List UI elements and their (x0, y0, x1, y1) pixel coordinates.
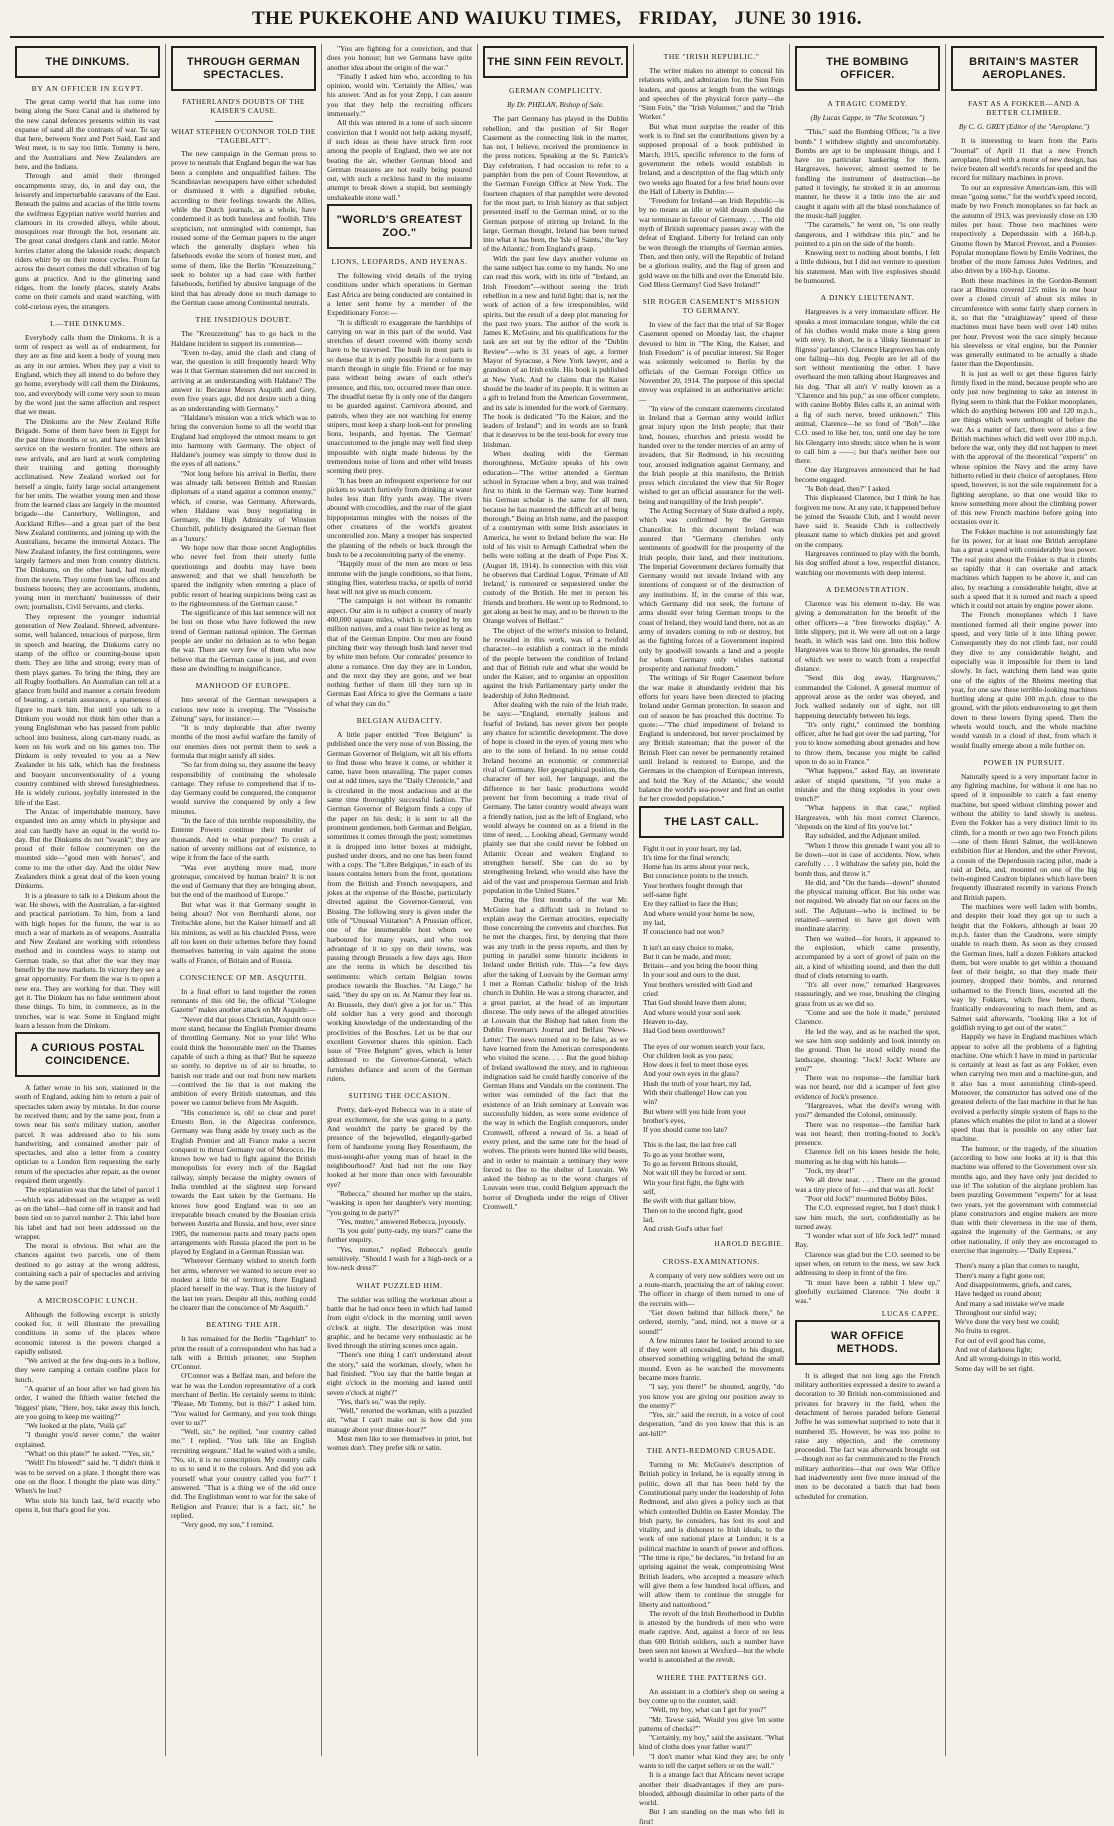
poem-line: But it can be made, and must; (643, 951, 732, 961)
paragraph: "A quarter of an hour after we had given his order, I waited the fiftieth waiter fetched the 'biggest' plate, "Here, boy, take away this lunch, are you going to keep me waiting?" (15, 1384, 160, 1421)
headline-bombing-officer: THE BOMBING OFFICER. (826, 56, 909, 81)
paragraph: An assistant in a clothier's shop on seeing a boy come up to the counter, said: (639, 1686, 784, 1705)
paragraph: "Never did that pious Christian, Asquith once more stand, because the English Premier dreams of throttling Germany. Not so your life! Who could think the 'honourable men' on the Thames capable of such a thing as that? But he squeeze so sorely, to deprive us of air to breathe, to banish our trade and our real from new markets—contrived the lie that is not making the ambition of every British statesman, and this power we cannot believe from Mr Asquith. (171, 1014, 316, 1108)
paragraph: "Haldane's mission was a trick which was to bring the conversion home to all the world that England had employed the utmost means to get into harmony with Germany. The object of Haldane's journey was simply to throw dust in the eyes of all nations." (171, 412, 316, 469)
headline-box (327, 204, 472, 249)
paragraph: Knowing next to nothing about bombs, I felt a little dubious, but I did not venture to question his statement. Man with live explosives should be humoured. (795, 248, 940, 286)
paragraph: It is a strange fact that Africans never scrape another their disadvantages if they are pure-blooded, although dissimilar in other parts of the world. (639, 1770, 784, 1808)
masthead-paper: THE PUKEKOHE AND WAIUKU TIMES, (251, 8, 622, 29)
divider (215, 121, 273, 122)
poem-line: Ere they rallied to face the Hun; (643, 899, 738, 909)
article-signature: LUCAS CAPPE. (881, 1308, 940, 1318)
paragraph: "It is difficult to exaggerate the hardships of carrying on war in this part of the world. Vast stretches of desert covered with thorny scrub have to be traversed. The bush in most parts is so dense that it is only possible for a column to march through in single file. Friend or foe may pass without being aware of each other's presence, and this, too, occurred more than once. The dreadful tsetse fly is only one of the dangers to be guarded against. Carnivora abound, and patrols, when they are not watching for enemy snipers, must keep a sharp look-out for prowling lions, leopards, and hyenas. The 'German' unaccustomed to the jungle may well find sleep impossible with night made hideous by the tremendous noise of lions and other wild beasts scenting their prey. (327, 317, 472, 476)
paragraph: The soldier was telling the workman about a battle that he had once been in which had lasted from eight o'clock in the morning until seven o'clock at night. The description was most graphic, and he became very enthusiastic as he lived through the stirring scenes once again. (327, 1294, 472, 1351)
headline-dinkums: THE DINKUMS. (45, 56, 130, 68)
section-heading: CROSS-EXAMINATIONS. (662, 1256, 761, 1266)
paragraph: "There's one thing I can't understand about the story," said the workman, slowly, when he had finished. "You say that the battle began at eight o'clock in the morning and lasted until seven o'clock at night?" (327, 1350, 472, 1397)
paragraph: Who stole his lunch last, he'd exactly who opens it, but that's good for you. (15, 1495, 160, 1514)
paragraph: "Yes, mutter," answered Rebecca, joyously. (337, 1216, 466, 1226)
paragraph: "It is truly deplorable that after twenty months of the most awful warfare the family of our enemies does not permit them to seek a formula that might satisfy all sides. (171, 723, 316, 760)
paragraph: Through and amid their thronged encampments stray, do, in and day out, the leisurely and imperturbable caravans of the East. Beneath the palms and acacias of the little towns the swiftness Egyptian native world hurries and clamours in its crowded alleys, while about, mosquitoes roar through the hot, resonant air. The great canal dredgers clank and rattle. Motor lorries clatter along the lakeside roads; despatch riders whirr by on their motor cycles. From far across the desert comes the dull vibration of big guns at practice. And to the glittering sand ridges, from the lonely places, stately Arabs come on their camels and stand watching, with cold-curious eyes, the strangers. (15, 171, 160, 311)
byline: By Dr. PHELAN, Bishop of Sale. (507, 100, 604, 109)
paragraph: "Freedom for Ireland—an Irish Republic—is by no means an idle or wild dream should the war terminate in favour of Germany. . . . The old myth of British supremacy passes away with the defeat of England. Liberty for Ireland can only be won through the triumphs of German armies. Then, and then only, will the Republic of Ireland be a glorious reality, and the flag of green and gold wave on the hills and over the Emerald Isle. God Bless Germany! God Save Ireland!" (639, 196, 784, 289)
poem-line: Fight it out in your heart, my lad, (643, 843, 742, 853)
paragraph: The C.O. expressed regret, but I don't think I saw him much, the sort, confidentially as he turned away. (795, 1203, 940, 1231)
paragraph: The "Kreuzzeitung" has to go back to the Haldane incident to support its contention— (171, 329, 316, 348)
poem-stanza (639, 844, 784, 937)
poem-line: brother's eyes, (643, 1115, 686, 1125)
paragraph: "This," said the Bombing Officer, "is a live bomb." I withdrew slightly and uncomfortably. Bombs are apt to be unpleasant things, and I have no particular hankering for them. Hargreaves, however, almost seemed to be fondling the instrument of destruction—he patted it lovingly, he stroked it in an amorous manner, he threw it a little into the air and caught it again with all the blasé nonchalance of the music-hall juggler. (795, 127, 940, 220)
paragraph: The significance of this last sentence will not be lost on those who have followed the new trend of German national opinion. The German people are under no delusion as to who began the war. There are very few of them who now believe that the German cause is just, and even these are dwindling to insignificance. (171, 608, 316, 673)
paragraph: But what must surprise the reader of this work is to find set the contributions given by a supposed proposal of a book published in March, 1915, specific reference to the form of government the rebels would establish in Ireland, and a description of the flag which only two weeks ago floated for a few brief hours over the Hall of Liberty in Dublin:— (639, 121, 784, 196)
poem-line: It's time for the final wrench; (643, 852, 730, 862)
paragraph: When dealing with the German thoroughness, McGuire speaks of his own education—"The writer attended a German school in Syracuse when a boy, and was trained first to think in the German way. Tone learned his German scholar is the same for all men, because he has mastered the difficult art of being thorough." Being an Irish name, and the passport of a countryman with some Irish associates in America, he went to Ireland before the war. He told of his visit to Armagh Cathedral when the bells were tolling at the death of Pope Pius X. (August 18, 1914). In connection with this visit he observes that Cardinal Logue, 'Primate of All Ireland,' is rumoured or sequestered under the custody of the British. He met in person his friends and brothers. He went up to Redmond, to get along as best he may, and to be thrown to the Orange wolves of Belfast." (483, 448, 628, 626)
poem-line: If conscience had not won? (643, 927, 724, 937)
paragraph: "It must have been a rabbit I blew up," gleefully exclaimed Clarence. "No doubt it was." (795, 1277, 940, 1306)
section-heading: I.—THE DINKUMS. (49, 318, 126, 328)
paragraph: Naturally speed is a very important factor in any fighting machine, for without it one has no speed of it impossible to catch a fast enemy machine, but speed without climbing power and without the ability to land slowly is useless. Even the Fokker has a very distinct limit to its climb, for a month or two ago two French pilots—one of them Henri Salmet, the well-known exhibition flier at Hendon, and the other Prevost, a cousin of the Deperdussin racing pilot, made a raid at Dela, and, mounted on one of the big twin-engined Caudron biplanes which have been frequently illustrated recently in various French and British papers. (951, 771, 1097, 902)
paragraph: He led the way, and as he reached the spot, we saw him stop suddenly and look intently on the ground. Then he stood wildly round the landscape, shouting: "Jock! Jock! Where are you?" (795, 1026, 940, 1073)
paragraph: "Jock, my dear!" (805, 1166, 855, 1176)
paragraph: Into several of the German newspapers a curious new note is creeping. The "Vossische Zeitung" says, for instance:— (171, 695, 316, 723)
headline-postal: A CURIOUS POSTAL COINCIDENCE. (30, 1042, 145, 1068)
paragraph: "I thought you'd never come," the waiter explained. (15, 1430, 160, 1449)
paragraph: "Very good, my son," I remind. (181, 1520, 274, 1530)
verse-line: Have hedged us round about; (955, 1289, 1042, 1299)
paragraph: The moral is obvious. But what are the chances against two parcels, one of them destined to go astray at the wrong address, containing each a pair of spectacles and arriving by the same post? (15, 1241, 160, 1288)
paragraph: "What happens," asked Ray, an inveterate asker of stupid questions, "if you make a mistake and the thing explodes in your own trench?" (795, 766, 940, 804)
poem-line: Then on to the second fight, good (643, 1205, 743, 1215)
paragraph: "Finally I asked him who, according to his opinion, would win. 'Certainly the Allies,' was his answer. 'And as for your Zepp, I can assure you that they help the recruiting officers immensely.'" (327, 71, 472, 119)
headline-box (15, 1032, 160, 1077)
poem-stanza (639, 943, 784, 1036)
section-heading: FAST AS A FOKKER—AND A BETTER CLIMBER. (967, 99, 1081, 117)
subheading: WHAT STEPHEN O'CONNOR TOLD THE "TAGEBLATT". (171, 126, 316, 145)
poem-line: Your brothers wrestled with God and (643, 979, 753, 989)
poem-line: Home has its arms about your neck, (643, 862, 750, 872)
paragraph: But I am standing on the man who fell in first! (639, 1807, 784, 1826)
paragraph: The new campaign in the German press to prove to neutrals that England began the war has been a complete and unqualified failure. The Scandinavian newspapers have either scheduled or dismissed it with a dignified rebuke, according to their feelings towards the Allies, while the Dutch journals, as a whole, have condemned it as both baseless and foolish. This scepticism, not unmingled with contempt, has roused some of the German papers to the anger which the generally displays when his falsehoods evoke the scorn of honest men, and some of them, like the Berlin "Kreuzzeitung," seek to bolster up a bad case with further falsehoods, fortified by abusive language of the kind that has already done so much damage to the German cause among Continental neutrals. (171, 149, 316, 307)
poem-line: self, (643, 1186, 656, 1196)
section-heading: THE ANTI-REDMOND CRUSADE. (646, 1446, 777, 1456)
section-heading: CONSCIENCE OF MR. ASQUITH. (179, 972, 308, 982)
paragraph: It has remained for the Berlin "Tageblatt" to print the result of a correspondent who has had a talk with a British prisoner, one Stephen O'Connor. (171, 1334, 316, 1372)
headline-last-call: THE LAST CALL. (664, 815, 759, 828)
verse-line: There's many a fight gone out; (955, 1270, 1046, 1280)
headline-box (483, 46, 628, 78)
section-heading: BEATING THE AIR. (205, 1320, 282, 1330)
headline-box (15, 46, 160, 78)
poem-line: To go as your brother went, (643, 1149, 725, 1159)
paragraph: "You are fighting for a conviction, and that does you honour; but we Germans have quite another idea about the origin of the war." (327, 44, 472, 72)
paragraph: They represent the younger industrial generation of New Zealand. Shrewd, adventure-some, well balanced, tenacious of purpose, firm in speech and bearing, the Dinkums carry no stamp of the office or counting-house upon them. They are lithe and strong; every man of them plays games. To bring the thing, they are all Rugby footballers. An Australian can tell at a glance from build and manner a certain freedom of bearing, a certain assurance, a sparseness of figure to mark him. But until you talk to a Dinkum you would not think him other than a young Englishman who has passed from public school into business, along cart-many roads, as keen on his work and on his games too. The Dinkum is only revealed to you as a New Zealander in his talk, which has the freshness and buoyant unconventionality of a young country combined with shrewd foresightedness. He is widely curious, joyfully interested in the life of the East. (15, 611, 160, 807)
paragraph: "What! on this plate?" he asked. ""Yes, sir," (25, 1449, 155, 1459)
poem-line: Britain—and you bring the boost thing (643, 961, 758, 971)
paragraph: Clarence fell on his knees beside the hole, muttering as he dug with his hands— (795, 1147, 940, 1166)
paragraph: Although the following excerpt is strictly cooked for, it will illustrate the prevailing conditions in some of the places where economic interest is the powers charged a rapidly enlisted. (15, 1309, 160, 1356)
paragraph: "Not long before his arrival in Berlin, there was already talk between British and Russian diplomats of a stand against a common enemy," which, of course, was Germany. Afterwards, when Haldane was busy negotiating in Germany, the High Admiralty of Winston Churchill, publicly designated the German fleet as a 'luxury.' (171, 468, 316, 543)
poem-line: But where will you hide from your (643, 1106, 747, 1116)
poem-line: The eyes of our women search your face, (643, 1041, 765, 1051)
paragraph: The object of the writer's mission to Ireland, he revealed in this work, was of a twofold character—to establish a contract in the minds of the people between the condition of Ireland and that of British rule and what she would be under the Kaiser, and to organise an opposition against the Irish Parliamentary party under the leadership of John Redmond. (483, 625, 628, 700)
paragraph: The machines were well laden with bombs, and despite their load they got up to such a height that the Fokkers, although at least 20 m.p.h. faster than the Caudrons, were simply unable to reach them. As soon as they crossed the German lines, half a dozen Fokkers attacked them, but were unable to get within a thousand feet of their height, so that they made their journey, dropped their bombs, and returned unharmed to the French lines, escorted all the way by Fokkers, which flew below them, frantically endeavouring to reach them, and as Salmet said afterwards, "looking like a lot of goldfish trying to get out of the water." (951, 902, 1097, 1032)
paragraph: With the past few days another volume on the same subject has come to my hands. No one can read this work, with its title of "Ireland, an Irish Freedom"—without seeing the Irish rebellion in a new and lurid light; that is, not the work of action of a few irresponsibles, wild spirits, but the result of a deep plot maturing for the past two years. The author of the work is James K. McGuire, and his qualifications for the task are set out by the editor of the "Dublin Review"—who is 31 years of age, a former Mayor of Syracuse, a New York lawyer, and a grandson of an Irish exile. His book is published at New York. And he claims that the Kaiser should be the leader of its people. It is written as a gift to Ireland from the American Government, and its sale is intended for the work of Germany. The book is dedicated "To the Kaiser, and the leaders of Ireland"; and its words are so frank that it deserves to be the text-book for every true Irishman. (483, 253, 628, 449)
paragraph: It is alleged that not long ago the French military authorities expressed a desire to award a decoration to 30 British non-commissioned and privates for bravery in the field, when the detachment of heroes paraded before General Joffre he was somewhat surprised to note that it numbered 35. However, he was too polite to raise any objection, and the ceremony proceeded. The fact was afterwards brought out—though not so far communicated to the French military authorities—that our own War Office had inadvertently sent five more instead of the men to be decorated a batch that had been scheduled for cremation. (795, 1370, 940, 1501)
column-5 (634, 44, 790, 1826)
paragraph: It is a pleasure to talk to a Dinkum about the war. He shows, with the Australian, a far-sighted and practical patriotism. To him, from a land with high hopes for the future, the war is so much a war of markets as of weapons. Australia and New Zealand are working with relentless method and in countless ways to stamp out German trade, so that after the war they may benefit by the new markets. In victory they see a great opportunity. For them the war is to open a new era. They are working for that. They will get it. The Dinkum has no false sentiment about these things. To him, in commerce, as in the trenches, war is war. Some in England might learn a lesson from the Dinkum. (15, 890, 160, 1030)
paragraph: We hope now that those secret Anglophiles who never feel from their utterly futile questionings and doubts may have been answered; and that we shall henceforth be spared the indignity when entering a place of public resort of hearing suspicions being cast as to the righteousness of the German cause." (171, 543, 316, 608)
section-heading: SUITING THE OCCASION. (348, 1091, 451, 1101)
paragraph: After dealing with the ruin of the Irish trade, he says:—"England, eternally jealous and fearful of Ireland, has never given her people any chance for scientific development. The dove of hope is closed in the eyes of young men who are to the sons of Ireland. In no sense could Ireland become an economic or commercial rival of Germany. Her geographical position, the character of her soil, her language, and the difference in her basic productions would prevent her from becoming a trade rival of Germany. The latter country would always want a friendly nation, just as the left of England, who would always be counted on as a friend in the time of need, ... Looking ahead, Germany would plainly see that she could never be fobbed on Atlantic Ocean and weaken England to strengthen herself. She can do so by strengthening Ireland, who would also have the aid of the vast and prosperous German and Irish population in the United States." (483, 700, 628, 895)
paragraph: A few minutes later he looked around to see if they were all concealed, and, to his disgust, observed something wriggling behind the small mound. Even as he watched the movements became more frantic. (639, 1335, 784, 1382)
paragraph: "Well, sir," he replied, "our country called me." I replied, "You talk like an English recruiting sergeant." Had he waited with a smile, "No, sir, it is no conscription. My country calls to us to send it to the colours. And did you ask yourself what your country called you for?" I answered. "That is a thing we of the old once did. The Englishman went to war for the sake of Religion and France; that is a fact, sir," he replied. (171, 1427, 316, 1520)
verse-line: And disappointments, griefs, and cares, (955, 1279, 1072, 1289)
poem-line: And where would your home be now, (643, 908, 755, 918)
poem-line: If you should come too late? (643, 1125, 728, 1135)
verse-line: No fruits to regret. (955, 1326, 1011, 1336)
paragraph: One day Hargreaves announced that he had become engaged. (795, 465, 940, 484)
paragraph: "Is you goin' putty-rady, my tears?" came the further enquiry. (327, 1226, 472, 1245)
verse-line: And many a sad mistake we've made (955, 1298, 1065, 1308)
paragraph: "I don't matter what kind they are; he only wants to tell the carpet sellers or on the wall." (639, 1751, 784, 1770)
poem-line: That God should leave them alone, (643, 998, 747, 1008)
paragraph: Most men like to see themselves in print, but women don't. They prefer silk or satin. (327, 1434, 472, 1453)
masthead-date: JUNE 30 1916. (734, 8, 863, 29)
paragraph: "The caramels," he went on, "is one really dangerous, and I withdraw this pin," and he pointed to a pin on the side of the bomb. (795, 220, 940, 248)
poem-line: cried (643, 989, 658, 999)
paragraph: "Get down behind that hillock there," he ordered, sternly, "and, mind, not a move or a sound!" (639, 1307, 784, 1336)
section-heading: MANHOOD OF EUROPE. (195, 681, 292, 691)
section-heading: POWER IN PURSUIT. (983, 757, 1065, 767)
paragraph: "Send this dog away, Hargreaves," commanded the Colonel. A general murmur of approval arose as the order was obeyed, and Jock walked sedately out of sight, not till happening detectably between his legs. (795, 673, 940, 720)
paragraph: Hargreaves is a very immaculate officer. He speaks a most immaculate tongue, while the cut of his clothes would make more a king green with envy. In short, he is a 'dinky lieutenant' in fligress' parlance). Clarence Hargreaves has only one failing—his dog. People are let all of the sort without mentioning the other. I have overheard the men talking about Hargreaves and his dog. 'That all ain't 'e' really known as a "Clarence and his pup," as one officer complete, with canine Bobby Biles calls it, an animal with a fig of such nerve, breed unknown." This animal, Clarence—he so fond of "Bob"—like C.O. used to like her, too, until one day he tore his Glengarry into shreds; since when he is wont to call him a ——; but that's neither here nor there. (795, 307, 940, 466)
column-6 (790, 44, 946, 1756)
paragraph: "Was ever anything more mad, more grotesque, conceived by human brain? It is not the end of Germany that they are bringing about, but the end of the manhood of Europe." (171, 862, 316, 900)
section-heading: WHERE THE PATTERNS GO. (656, 1672, 767, 1682)
section-heading: THE INSIDIOUS DOUBT. (195, 315, 292, 325)
verse-line: Throughout our sinful way; (955, 1307, 1037, 1317)
paragraph: Happily we have in England machines which appear to solve all the problems of a fighting machine. One which I have in mind in particular is certainly at least as fast as any Fokker, even when carrying two men and a machine-gun, and it also has a most astonishing climb-speed. Moreover, the constructor has solved one of the greatest defects of the fast machine in that he has evolved a perfectly simple system of flaps to the planes which enables the pilot to land at a slower speed than that is possible on any other fast machine. (951, 1032, 1097, 1144)
paragraph: "Yes, that's so," was the reply. (337, 1396, 426, 1406)
headline-sinn-fein: THE SINN FEIN REVOLT. (487, 56, 624, 68)
poem-line: With their challenge! How can you (643, 1087, 747, 1097)
headline-aeroplanes: BRITAIN'S MASTER AEROPLANES. (969, 56, 1079, 81)
paragraph: The Fokker machine is not astonishingly fast for its power, for at least one British aeroplane has a great a speed with considerably less power. The real point about the Fokker is that it climbs so rapidly that it can overtake and attack machines which happen to be above it, and can also, by reaching a considerable height, dive at such a speed that it is turned and reach a speed which it could not attain by engine power alone. (951, 526, 1097, 611)
paragraph: "Even to-day, amid the clash and clang of war, the question is still frequently heard: Why was it that German statesmen did not succeed in arriving at an understanding with Haldane? The answer is: Because Messrs Asquith and Grey, even five years ago, did not desire such a thing as an understanding with Germany." (171, 347, 316, 413)
paragraph: "The campaign is not without its romantic aspect. Our aim is to subject a country of nearly 400,000 square miles, which is peopled by ten million natives, and a coast line twice as long as that of the German Empire. Our men are found pitching their way through bush land never trod by white men before. Our comrades' presence to alone a romance. One day they are in London, and the next day they are gone, and we hear nothing further of them till they turn up in German East Africa to give the Germans a taste of what they can do." (327, 596, 472, 708)
paragraph: There was no response—the familiar bark was not heard, nor did a scamper of feet give evidence of Jock's presence. (795, 1073, 940, 1101)
masthead (10, 6, 1104, 38)
paragraph: There was no response—the familiar bark was not heard; then trotting-footed to Jock's presence. (795, 1119, 940, 1148)
section-heading: SIR ROGER CASEMENT'S MISSION TO GERMANY. (642, 297, 781, 316)
columns (10, 44, 1104, 1826)
paragraph: During the first months of the war Mr. McGuire had a difficult task in Ireland to explain away the German atrocities, especially those concerning the convents and churches. But he met the charges, first, by denying that there was any truth in the press reports, and then by putting in parallel some historic incidents in Ireland under British rule. This—"a few days after the taking of Louvain by the German army I met a Roman Catholic bishop of the Irish church in Dublin. He was a strong character, and a great patriot, at the head of an important diocese. The only news of the alleged atrocities at Louvain that the Bishop had taken from the Dublin Freeman's Journal and Belfast 'News-Letter.' The news turned out to be false, as we have learned from the American correspondents who visited the scene. . . . But the good bishop of Ireland swallowed the story, and in righteous indignation said he could hardly conceive of the German Huns and Vandals on the continent. The writer was reminded of the fact that the existence of an Irish seminary at Louvain was successfully hidden, as were some evidence of the way in which the English conquerors, under Cromwell, offered a reward of 5s. a head of every priest, and the same rate for the head of wolves. The priests were hunted like wild beasts, and in order to maintain a seminary they were forced to flee to the shelter of Louvain. We asked the bishop as to the worst charges of Louvain were true, could Belgium approach the horror of Drogheda under the reign of Oliver Cromwell." (483, 895, 628, 1212)
section-heading: GERMAN COMPLICITY. (509, 86, 602, 95)
paragraph: A company of very new soldiers were out on a route-march, practising the art of taking cover. The officer in charge of them turned to one of the recruits with— (639, 1270, 784, 1308)
poem-stanza (639, 1140, 784, 1233)
paragraph: "Yes, mutter," replied Rebecca's gentle sensitively. "Should I wash for a high-neck or a low-neck dress?" (327, 1244, 472, 1273)
poem-line: Win your first fight, the fight with (643, 1177, 744, 1187)
paragraph: Ray subsided, and the Adjutant smiled. (805, 831, 921, 841)
paragraph: Hargreaves continued to play with the bomb, his dog sniffed about a low, respectful distance, watching our movements with deep interest. (795, 549, 940, 577)
verse-line: And all wrong-doings in this world, (955, 1354, 1061, 1364)
paragraph: "In view of the constant statements circulated in Ireland that a German army would inflict great injury upon the Irish people; that their land, houses, churches and priests would be handed over to the tender mercies of an army of invaders, that Sir Redmond, in his recruiting tour, aroused indignation against Germany, and the Irish people at this manifesto, the British press which circulated the view that Sir Roger wished to get an official assurance for the well-being and tranquillity of the Irish people". (639, 403, 784, 506)
paragraph: The great camp world that has come into being along the Suez Canal and is sheltered by the new canal defences presents within its vast expanse of sand all the contrasts of war. To say that here, between Suez and Port Said, East and West meet, is to say too little. Tommy is here, and the Australians and New Zealanders are here, and the Indians. (15, 97, 160, 172)
paragraph: The French monoplanes which I have mentioned formed all their engine power into speed, and very little of it into lifting power. Consequently they do not climb fast, nor could they dive to any considerable height, and especially was it impossible for them to land slowly. In fact, watching them land was quite one of the sights of the Rheims meeting that year, for one saw these terrible-looking machines hurtling along at quite 100 m.p.h. close to the ground, with the pilots endeavouring to get them down to these lowers flying speed. Then the wheels would touch, and the whole machine would vanish in a cloud of dust, from which it would finally emerge about a mile further on. (951, 610, 1097, 750)
verse (951, 1261, 1097, 1373)
section-heading: WHAT PUZZLED HIM. (356, 1280, 443, 1290)
paragraph: "In the face of this terrible responsibility, the Entente Powers continue their murder of thousands. And to what purpose? To crush a nation of seventy millions out of existence, to wipe it from the face of the earth. (171, 816, 316, 863)
paragraph: We all drew near. . . . There on the ground was a tiny piece of fur—and that was all. Jock! (795, 1175, 940, 1194)
paragraph: In view of the fact that the trial of Sir Roger Casement opened on Monday last, the chapter devoted to him in "The King, the Kaiser, and Irish Freedom" is of peculiar interest. Sir Roger was solemnly welcomed to Berlin by the officials of the German Foreign Office on November 20, 1914. The purpose of this special envoy was explained in an authoritative article:— (639, 320, 784, 404)
poem-line: Heaven to-day, (643, 1016, 688, 1026)
paragraph: Clarence was glad but the C.O. seemed to be upset when, on return to the mess, we saw Jock addressing to sleep in front of the fire. (795, 1249, 940, 1278)
column-7 (946, 44, 1102, 1756)
paragraph: "Hargreaves, what the devil's wrong with you?" demanded the Colonel, ominously. (795, 1100, 940, 1120)
paragraph: "So far from doing so, they assume the heavy responsibility of continuing the wholesale carnage. They refuse to comprehend that if to-day Germany could be conquered, the conqueror would survive the conquered by only a few minutes. (171, 760, 316, 816)
poem-line: How does it feel to meet those eyes (643, 1060, 748, 1070)
paragraph: The Anzac of imperishable memory, have expanded into an army which in physique and zeal can hardly have an equal in the world to-day. But the Dinkums do not "swank"; they are proud of their fellow countrymen on the mounted side—"good men with horses", and come to me the other day. And the older New Zealanders think a great deal of the keen young Dinkums. (15, 806, 160, 891)
paragraph: To our an expressive American-ism, this will mean "going some," for the world's speed record, made by two French monoplanes so far back as the autumn of 1913, was previously close on 130 miles per hour. Those two machines were respectively a Deperdussin with a 160-h.p. Gnome flown by Marcel Prevost, and a Ponnier-Popular monoplane flown by Emile Vedrines, the brother of the more famous Jules Vedrines, and also driven by a 160-h.p. Gnome. (951, 182, 1097, 276)
paragraph: "Come and see the hole it made," persisted Clarence. (795, 1008, 940, 1027)
subheading: FATHERLAND'S DOUBTS OF THE KAISER'S CAUSE. (182, 97, 305, 116)
paragraph: The humour, or the tragedy, of the situation (according to how one looks at it) is that this machine was offered to the Government over six months ago, and they have only just decided to use it! The solution of the airplane problem has been puzzling Government "experts" for at least two years, yet the government with commercial plane constructors and engine makers are more than with their cleverness in the use of them, against the ingenuity of the Germans, or any other nationality, if only they are encouraged to exercise that ingenuity.—"Daily Express." (951, 1143, 1097, 1256)
paragraph: "Yes, sir," said the recruit, in a voice of cool desperation, "and do you know that this is an ant-hill?" (639, 1410, 784, 1438)
section-heading: LIONS, LEOPARDS, AND HYENAS. (331, 257, 468, 267)
verse-line: Some day will be set right. (955, 1363, 1035, 1373)
column-2 (166, 44, 322, 1756)
paragraph: In a final effort to land together the rotten remnants of this old lie, the official "Cologne Gazette" makes another attack on Mr Asquith:— (171, 986, 316, 1015)
paragraph: All this was uttered in a tone of such sincere conviction that I would not help asking myself, if such ideas as these have struck firm root among the people of England, then we are not beating the air, whether German blood and German treasures are not really being poured out, with such a reckless hand in the noisome attempt to break down a stupid, but seemingly unshakeable stone wall." (327, 118, 472, 202)
section-heading: A DINKY LIEUTENANT. (820, 293, 915, 303)
paragraph: But what was it that Germany sought in being about? Not von Bernhardi alone, nor Treitschke alone, but the Kaiser himself and all his minions, as well as his chuckled Press, were all too keen on their schemes before they found themselves battering in vain against the stone walls of France, of Britain and of Russia. (171, 899, 316, 965)
paragraph: "What happens in that case," replied Hargreaves, with his most correct Clarence, "depends on the kind of fits you've lot." (795, 803, 940, 832)
headline-box (795, 1320, 940, 1365)
paragraph: Then we waited—for hours, it appeared to the explosion, which came presently, accompanied by a sort of growl of pain on the air, a kind of whistling sound, and then the dull thud of clods returning to earth. (795, 933, 940, 980)
poem-line: And where would your soul seek (643, 1007, 741, 1017)
paragraph: "Well! I'm blowed!" said he. "I didn't think it was to be served on a plate. I thought there was one on the floor. I thought the plate was dirty." When's he lost? (15, 1458, 160, 1496)
paragraph: "Happily most of the men are more or less immune with the jungle conditions, so that lions, stinging flies, waterless tracks, or spells of torrid heat will not give us much concern. (327, 559, 472, 597)
section-heading: BELGIAN AUDACITY. (356, 716, 443, 725)
paragraph: "I say, you there!" he shouted, angrily, "do you know you are giving our position away to the enemy?" (639, 1382, 784, 1410)
poem-line: self-same fight (643, 890, 688, 900)
poem-line: lad, (643, 1214, 654, 1224)
poem-line: Your brothers fought through that (643, 880, 743, 890)
paragraph: "We looked at the plate, 'Voilà ça!' (25, 1421, 127, 1431)
poem-line: Be swift with that gallant blow, (643, 1196, 736, 1206)
column-1 (10, 44, 166, 1756)
paragraph: "I wonder what sort of life Jock led?" mused Ray. (795, 1231, 940, 1250)
poem-line: win? (643, 1097, 658, 1107)
paragraph: "Wherever Germany wished to stretch forth her arms, wherever we wanted to secure ever so modest a little bit of territory, there England placed herself in the way. That is the history of the last ten years. Despite all this, nothing could be clearer than the conscience of Mr Asquith." (171, 1256, 316, 1312)
headline-box (951, 46, 1097, 91)
byline: By C. G. GREY (Editor of the "Aeroplane.") (958, 122, 1090, 131)
poem (639, 844, 784, 1234)
paragraph: The following vivid details of the trying conditions under which operations in German East Africa are being conducted are contained in a letter sent home by a member of the Expeditionary Force:— (327, 271, 472, 318)
poem-signature: HAROLD BEGBIE. (714, 1239, 784, 1249)
poem-line: But conscience points to the trench. (643, 871, 749, 881)
headline-box (639, 806, 784, 838)
section-heading: A TRAGIC COMEDY. (827, 99, 908, 108)
paragraph: Everybody calls them the Dinkums. It is a term of respect as well as of endearment, for they are as fine and keen a body of young men as any in our armies. When they pay a visit to England, which they all intend to do before they go home, everybody will call them the Dinkums, too, and everybody will come very soon to mean by the word just the same affection and respect that we mean. (15, 332, 160, 417)
paragraph: The explanation was that the label of parcel 1—which was addressed on the wrapper as well as on the label—had come off in transit and had been tied on to parcel number 2. This label bore his label and had not been addressed on the wrapper. (15, 1185, 160, 1241)
paragraph: The Acting Secretary of State drafted a reply, which was confirmed by the German Chancellor. In this document Ireland was assured that "Germany cherishes only sentiments of goodwill for the prosperity of the Irish people, their land, and their institutions. The Imperial Government declares formally that Germany would not invade Ireland with any intentions of conquest or of the destruction of any institutions. If, in the course of this war, which Germany did not seek, the fortune of arms should ever bring German troops to the coast of Ireland, they would land there, not as an army of invaders coming to rob or destroy, but as the fighting forces of a Government inspired only by goodwill towards a land and a people for whom Germany only wishes national prosperity and national freedom." (639, 506, 784, 674)
poem-line: Not wait till they be forced or sent. (643, 1168, 747, 1178)
poem-line: my lad, (643, 917, 666, 927)
column-4 (478, 44, 634, 1756)
section-heading: THE "IRISH REPUBLIC." (663, 52, 760, 61)
paragraph: "Well, my boy, what can I get for you?" (649, 1705, 767, 1715)
poem-line: In your soul and ours to the dust. (643, 970, 741, 980)
paragraph: "Mr. Tawse said, 'Would you give 'im some patterns of checks?'" (639, 1714, 784, 1733)
paragraph: The part Germany has played in the Dublin rebellion, and the position of Sir Roger Casement as the connecting link in the matter, has not, I believe, received the prominence in the press notices. Speaking at the St. Patrick's Day celebration, I had occasion to refer to a pamphlet from the pen of Count Reventlow, at the German Foreign Office at New York. The fourteen chapters of that pamphlet were devoted for the most part, to Irish history as that subject presented itself to the German mind, or to the German purpose of stirring up Ireland. In the large, German thought, Ireland has been turned into what it has been, the 'Isle of Saints,' the 'key of the Atlantic,' from England's grasp. (483, 114, 628, 254)
verse-line: And out of darkness light; (955, 1345, 1033, 1354)
paragraph: The writings of Sir Roger Casement before the war make it abundantly evident that his efforts for years have been directed to placing Ireland under German protection. In season and out of season he has preached this doctrine. To quote:—"The chief impediment of Ireland to England is understood, but never proclaimed by any British statesman; that the power of the British Fleet can never be permanently retained until Ireland is restored to Europe, and the Germans in the champion of European interests, and hold the 'Key of the Atlantic,' she would balance the world's sea-power and find an outlet for her crowded population." (639, 673, 784, 804)
paragraph: A father wrote to his son, stationed in the south of England, asking him to return a pair of spectacles taken away by mistake. In due course he received them; and by the same post, from a town near his son's military station, another parcel. It was addressed also to his sons handwriting, and contained another pair of spectacles, and also a letter from a country optician to a London firm requesting the early return of the spectacles after repair, as the owner required them urgently. (15, 1083, 160, 1186)
paragraph: "Well," retorted the workman, with a puzzled air, "what I can't make out is how did you manage about your dinner-hour?" (327, 1406, 472, 1434)
column-3 (322, 44, 478, 1756)
poem-line: And crush God's other foe! (643, 1224, 724, 1234)
paragraph: "It has been an infrequent experience for our pickets to watch furtively from drinking at water holes less than fifty yards away. The rivers abound with crocodiles, and the roar of the giant hippopotamus mingles with the noises of the other creatures of the world's greatest uncontrolled zoo. Many a trooper has suspected the planning of the rebels or buck through the bush to be a recoinnoitring party of the enemy. (327, 475, 472, 559)
headline-zoo: "WORLD'S GREATEST ZOO." (336, 214, 463, 240)
paragraph: Clarence was his element to-day. He was giving a demonstration for the benefit of the other officers—a "free fireworks display." A little slippery, put it. We were all out on a large heath, in which was laid one. Into this hollow Hargreaves was to throw his grenades, the result of which we were to watch from a respectful distance. (795, 598, 940, 674)
headline-war-office: WAR OFFICE METHODS. (830, 1329, 905, 1355)
byline: (By Lucas Cappe, in "The Scotsman.") (810, 113, 925, 122)
poem-line: It isn't an easy choice to make, (643, 942, 734, 952)
headline-spectacles: THROUGH GERMAN SPECTACLES. (186, 56, 301, 81)
section-heading: A MICROSCOPIC LUNCH. (37, 1295, 138, 1305)
headline-box (171, 46, 316, 91)
paragraph: It is interesting to learn from the Paris "Journal" of April 11 that a new French aeroplane, fitted with a motor of new design, has twice beaten all world's records for speed and the record for military machines in prove. (951, 136, 1097, 183)
byline: BY AN OFFICER IN EGYPT. (31, 84, 144, 93)
paragraph: "Rebecca," shouted her mother up the stairs, "wasking is upon her daughter's very morning; "you going to de party?" (327, 1188, 472, 1217)
paragraph: This displeased Clarence, but I think he has forgiven me now. At any rate, it happened before he joined the Seaside Club, and I would never have said it. Seaside Club is collectively pleasant name to which dinkies pet and grovel on the company. (795, 493, 940, 549)
verse-line: There's many a plan that comes to naught, (955, 1261, 1080, 1271)
section-heading: A DEMONSTRATION. (825, 584, 909, 594)
paragraph: He did, and "On the hands—down!" shouted the physical training officer. But his order was not required. We already flat on our faces on the soil. The Adjutant—who is inclined to be retained—seemed to have got down with inordinate alacrity. (795, 877, 940, 934)
paragraph: Both these machines in the Gordon-Bennett race at Rheims covered 125 miles in one hour over a closed circuit of about six miles in circumference with some fairly sharp corners in it, so that the "straightaway" speed of these machines must have been well over 140 miles per hour. Prevost won the race simply because his sleeveless or vital engine, but the Ponnier was generally estimated to be actually a shade faster than the Deperdussin. (951, 275, 1097, 369)
paragraph: "Certainly, my boy," said the assistant. "What kind of cloths does your father want?" (639, 1733, 784, 1752)
paragraph: It is just as well to get these figures fairly firmly fixed in the mind, because people who are only just now beginning to take an interest in flying seem to think that the Fokker monoplanes, which do anything between 100 and 120 m.p.h., are things which were unthought of before the war. As a matter of fact, there were also a few British machines which did well over 100 m.p.h. before the war, only they did not happen to meet with the approval of the theoretical "experts" on whose opinion the Navy and the army have hitherto relied in their choice of aeroplanes. Here speed, however, is not the sole requirement for a fighting aeroplane, so that one would like to know something more about the climbing power of this new French machine before going into ecstasies over it. (951, 368, 1097, 527)
paragraph: "Is Bob dead, then?" I asked. (805, 483, 891, 493)
poem-line: Hush the truth of your heart, my lad, (643, 1078, 752, 1088)
paragraph: "It's only right," continued the bombing officer, after he had got over the sad parting, "for you to know something about grenades and how to throw them, because you might be called upon to do so in France." (795, 719, 940, 766)
poem-line: This is the last, the last free call (643, 1140, 737, 1150)
poem-line: To go as fervent Britons should, (643, 1159, 738, 1169)
paragraph: "When I throw this grenade I want you all to lie down—not in case of accidents. Now, when carefully . . . I withdraw the safety pin, hold the bomb thus, and throw it." (795, 840, 940, 878)
paragraph: "It's all over now," remarked Hargreaves reassuringly, and we rose, brushing the clinging grass from us as we did so. (795, 980, 940, 1008)
paragraph: "Poor old Jock!" murmured Bobby Biles. (805, 1193, 928, 1203)
paragraph: The Dinkums are the New Zealand Rifle Brigade. Some of them have been in Egypt for the past three months or so, and have seen brisk service on the western frontier. The others are new arrivals, and are hard at work completing their training and getting thoroughly acclimatised. New Zealand worked out for herself a single, fairly large social arrangement for her units. The weather young men and those from the learned class are largely in the mounted brigade—the Canterbury, Wellington, and Auckland Rifles—and a great part of the best New Zealand continents, and joining up with the Australians, became the immortal Anzacs. The New Zealand infantry, the first contingents, were largely farmers and men from country districts. The Dinkums, on the other hand, had mostly from the towns. They come from law offices and business houses; they are accountants, students, young men in merchants' businesses of their own; journalists, Civil Servants, and clerks. (15, 416, 160, 612)
verse-line: We've done the very best we could; (955, 1317, 1060, 1327)
paragraph: "We arrived at the few dug-outs in a hollow, they were camping a certain confine place for lunch. (15, 1356, 160, 1384)
headline-box (795, 46, 940, 91)
poem-line: Our children look as you pass; (643, 1050, 734, 1060)
verse-line: For out of evil good has come, (955, 1335, 1046, 1345)
poem-stanza (639, 1042, 784, 1135)
masthead-day: FRIDAY, (638, 8, 718, 29)
poem-line: Had God been overthrown? (643, 1026, 725, 1036)
paragraph: The writer makes no attempt to conceal his relations with, and admiration for, the Sinn Fein leaders, and quotes at length from the writings and speeches of the physical force party—the "Sinn Fein," the "Irish Volunteer," and the "Irish Worker." (639, 66, 784, 122)
poem-line: And your own eyes in the glass? (643, 1069, 740, 1079)
paragraph: A little paper entitled "Free Belgium" is published once the very nose of von Bissing, the German Governor of Belgium, wit all his efforts to find those who brave it come, or whither it came, have been unavailing. The paper comes out at odd times, says the "Daily Chronicle," and is circulated in the most audacious and at the same time thoroughly successful fashion. The German Governor of Belgium finds a copy of the paper on his desk; it is sent to all the prominent gentlemen, both German and Belgian, sometimes it comes through the post; sometimes it is dropped into letter boxes at midnight, pushed under doors, and no one has been found with a copy. The "Libre Belgique," in each of its issues contains letters from the front, quotations from the British and French newspapers, and jokes at the expense of the Bosche, particularly directed against the Governor-General, von Bissing. The following story is given under the title of "Unusual Visitation": A Prussian officer, one of the innumerable host whom we harboured for many years, and who took advantage of it to spy on their towns, was passing through Brussels a few days ago. Here are the terms in which he described his sentiments: which certain Belgian towns produce towards the Bosches. "At Liege," he said, "they do spy on us. At Namur they fear us. At Brussels, they don't give a jot for us." This old soldier has a very good and thorough working knowledge of the understanding of the proclivities of the Bosches. Let us be that our excellent Governor shares this opinion. Each issue of "Free Belgium" gives, which is letter addressed to the Governor-General, which furnishes defiance and scorn of the German rulers. (327, 730, 472, 1083)
paragraph: O'Connor was a Belfast man, and before the war he was the London representative of a cork merchant of Berlin. He certainly seems to think: "Please, Mr Tommy, but is this?" I asked him. "You waited for Germany, and you took things over to us?" (171, 1371, 316, 1427)
paragraph: "His conscience is, oh! so clear and pure! Ernesto Bon, in the Algeciras conference, Germany was flung aside by treaty such as the English Premier and all France make a secret conquest to thrust Germany out of Morocco. He knows how we had to fight against the British monopolists for every inch of the Bagdad railway, simply because the mighty owners of India trembled at the slightest step forward towards the East taken by the Germans. He knows how good England was to see an irreparable breach created by the Bosnian crisis between Austria and Russia, and how, ever since 1905, the numerous pacts and treaty pacts open arrangements with Russia placed the port to be played by England in a German Russian war. (171, 1107, 316, 1257)
paragraph: The revolt of the Irish Brotherhood in Dublin is attested by the hundreds of men who were made captive. And, against a force of no less than 600 British soldiers, such a number have been seen not known at Wexford—but the whole world is astonished at the revolt. (639, 1608, 784, 1665)
paragraph: Turning to Mr. McGuire's description of British policy in Ireland, he is equally strong in politic, down all that has been held by the Constitutional party under the leadership of John Redmond, and also gives a policy such as that which controlled Dublin on Easter Monday. The Irish party, he considers, has lost its soul and vitality, and is dishonest to Irish ideals, to the work of one national place at London; it is a political machine in search of power and offices. "The time is ripe," he declares, "in Ireland for an uprising against the weak, compromising West British leaders, who accepted a measure which will give them a few hundred local offices, and will allow them to continue the struggle for liberty and nationhood." (639, 1460, 784, 1609)
paragraph: Pretty, dark-eyed Rebecca was in a state of great excitement, for she was going to a party. And wouldn't the party be graced by the presence of the bejewelled, elegantly-garbed form of handsome young Ikey Rosenbaum, the most-sought-after young man of Israel in the neighbourhood? And had not the one Ikey looked at her more than once with favourable eye? (327, 1105, 472, 1189)
